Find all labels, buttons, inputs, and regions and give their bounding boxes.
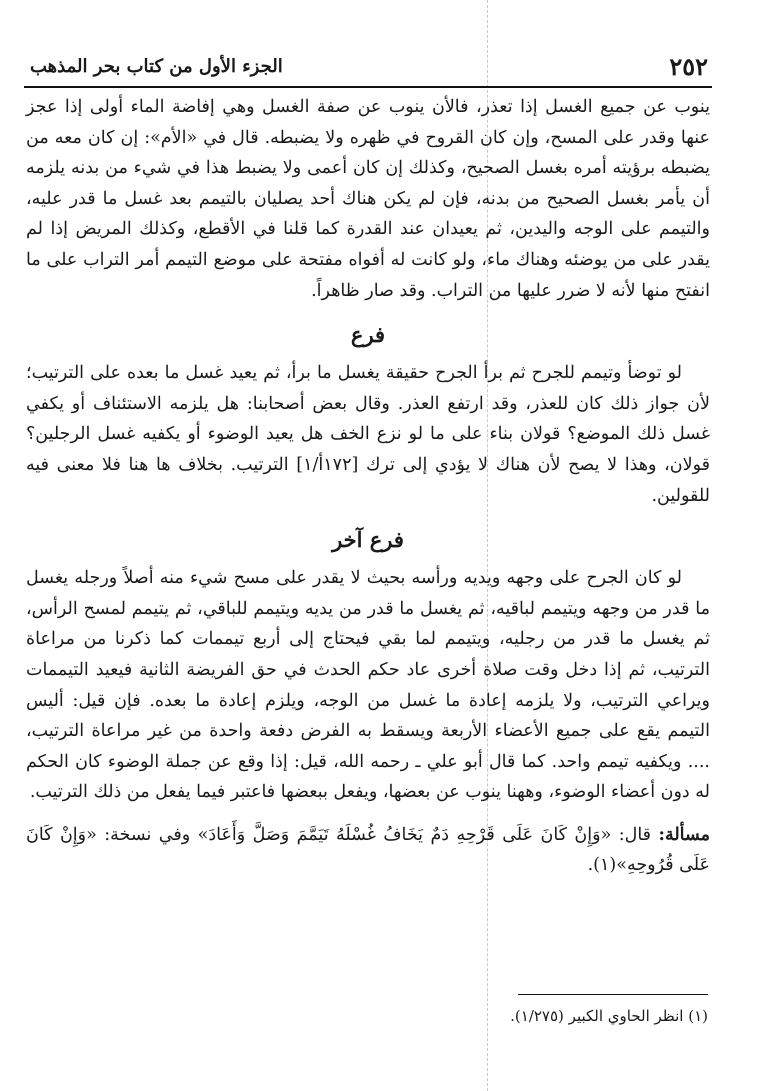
main-text [26,92,710,881]
footnote: (١) انظر الحاوي الكبير (١/٢٧٥). [510,1007,708,1025]
paragraph-1: ينوب عن جميع الغسل إذا تعذر، فالأن ينوب عن صفة الغسل وهي إفاضة الماء أولى إذا عجز عنها وقدر على المسح، وإن كان القروح في ظهره ولا يضبطه. قال في «الأم»: إن كان معه من يضبطه برؤيته أمره بغسل الصحيح، وكذلك إن كان أعمى ولا يضبط هذا في شيء من بدنه يلزمه أن يأمر بغسل الصحيح من بدنه، فإن لم يكن هناك أحد يصليان بالتيمم بعد غسل ما قدر عليه، والتيمم على الوجه واليدين، ثم يعيدان عند القدرة كما قلنا في الأقطع، وكذلك المريض إذا لم يقدر على من يوضئه وهناك ماء، ولو كانت له أفواه مفتحة على موضع التيمم أمر التراب على ما انفتح منها لأنه لا ضرر عليها من التراب. وقد صار ظاهراً. [26,97,710,301]
masala-label: مسألة: [658,824,710,845]
footnote-divider [518,994,708,995]
page-number: ٢٥٢ [669,51,708,81]
masala-text: قال: «وَإِنْ كَانَ عَلَى قَرْحِهِ دَمٌ يَخَافُ غُسْلَهُ تَيَمَّمَ وَصَلَّ وَأَعَادَ» وفي نسخة: «وَإِنْ كَانَ عَلَى قُرُوحِهِ»(١). [26,824,710,876]
paragraph-2: لو توضأ وتيمم للجرح ثم برأ الجرح حقيقة يغسل ما برأ، ثم يعيد غسل ما بعده على الترتيب؛ لأن جواز ذلك كان للعذر، وقد ارتفع العذر. وقال بعض أصحابنا: هل يلزمه الاستئناف أو يكفي غسل ذلك الموضع؟ قولان بناء على ما لو نزع الخف هل يعيد الوضوء أو يكفيه غسل الرجلين؟ قولان، وهذا لا يصح لأن هناك لا يؤدي إلى ترك [١٧٢أ/١] الترتيب. بخلاف ها هنا فلا معنى فيه للقولين. [26,363,710,506]
section-heading-far: فرع [350,322,386,348]
page-header [24,46,712,88]
running-title: الجزء الأول من كتاب بحر المذهب [30,55,283,77]
section-heading-far-akhar: فرع آخر [332,527,404,553]
paragraph-3: لو كان الجرح على وجهه ويديه ورأسه بحيث لا يقدر على مسح شيء منه أصلاً ورجله يغسل ما قدر من وجهه ويتيمم لباقيه، ثم يغسل ما قدر من يديه ويتيمم للباقي، ثم يتيمم لمسح الرأس، ثم يغسل ما قدر من رجليه، ويتيمم لما بقي فيحتاج إلى أربع تيممات كما ذكرنا من مراعاة الترتيب، ثم إذا دخل وقت صلاة أخرى عاد حكم الحدث في حق الفريضة الثانية فيعيد التيممات ويراعي الترتيب، ولا يلزمه إعادة ما غسل من الوجه، ويلزم إعادة ما بعده. فإن قيل: أليس التيمم يقع على جميع الأعضاء الأربعة ويسقط به الفرض دفعة واحدة من غير مراعاة الترتيب، .... ويكفيه تيمم واحد. كما قال أبو علي ـ رحمه الله، قيل: إذا وقع عن جملة الوضوء كان الحكم له دون أعضاء الوضوء، وههنا ينوب عن بعضها، ويفعل ببعضها فاعتبر فيما يفعل من ذلك الترتيب. [26,568,710,803]
masala-paragraph [26,820,710,881]
